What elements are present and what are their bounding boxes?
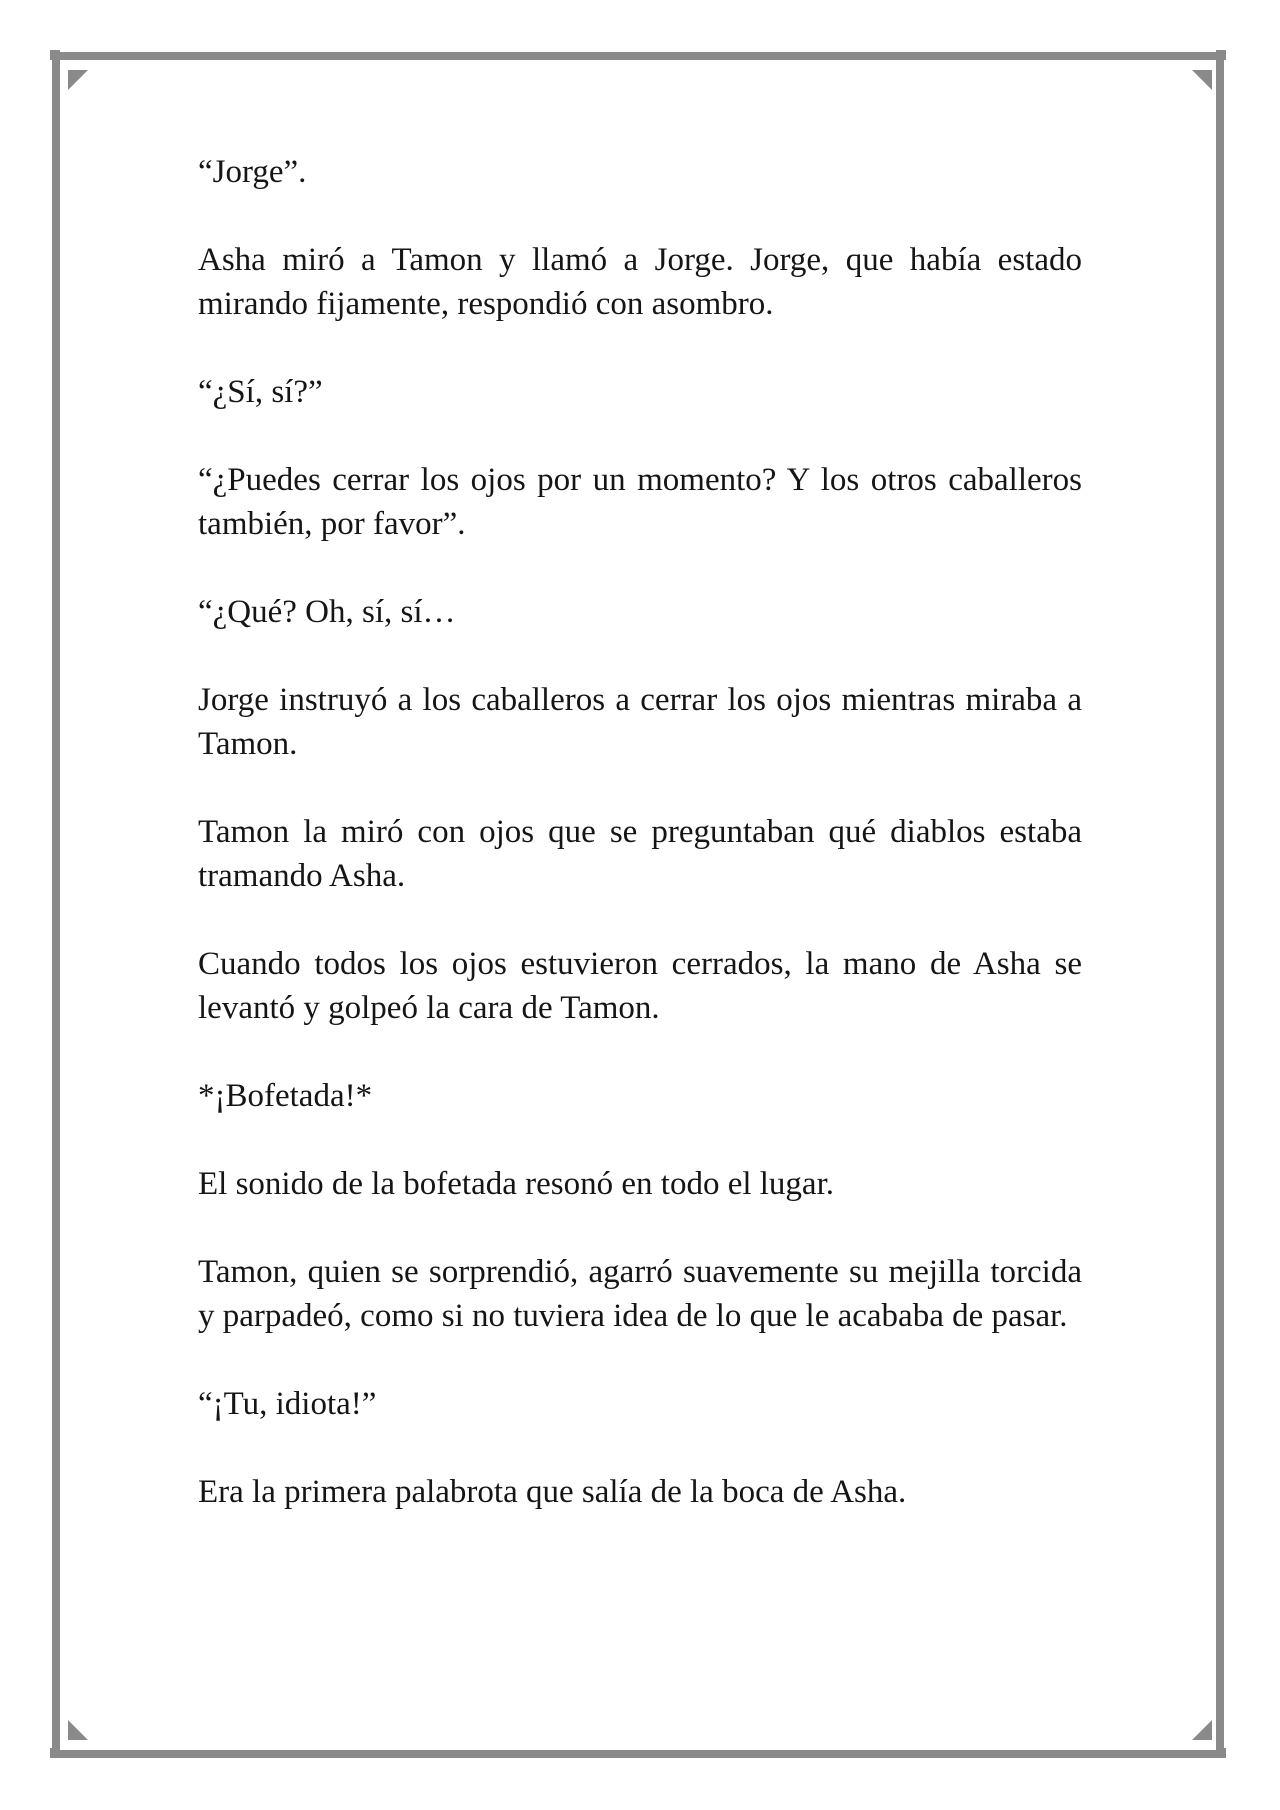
paragraph: Tamon, quien se sorprendió, agarró suavemente su mejilla torcida y parpadeó, como si no tuviera idea de lo que le acababa de pasar. [198, 1254, 1082, 1334]
frame-bottom-border [58, 1750, 1222, 1758]
paragraph: Cuando todos los ojos estuvieron cerrados, la mano de Asha se levantó y golpeó la cara de Tamon. [198, 946, 1082, 1026]
paragraph: Jorge instruyó a los caballeros a cerrar los ojos mientras miraba a Tamon. [198, 682, 1082, 762]
paragraph: Tamon la miró con ojos que se preguntaban qué diablos estaba tramando Asha. [198, 814, 1082, 894]
corner-square-top-left [50, 50, 60, 60]
paragraph: “¿Qué? Oh, sí, sí… [198, 594, 456, 630]
corner-ornament-bottom-left [68, 1720, 88, 1740]
corner-square-bottom-right [1216, 1748, 1226, 1758]
paragraph: “¡Tu, idiota!” [198, 1386, 377, 1422]
paragraph: *¡Bofetada!* [198, 1078, 373, 1114]
corner-square-bottom-left [50, 1748, 60, 1758]
corner-ornament-top-right [1192, 70, 1212, 90]
corner-ornament-bottom-right [1192, 1720, 1212, 1740]
paragraph: “¿Sí, sí?” [198, 374, 323, 410]
paragraph: “Jorge”. [198, 154, 307, 190]
corner-ornament-top-left [68, 70, 88, 90]
paragraph: Era la primera palabrota que salía de la boca de Asha. [198, 1474, 907, 1510]
page-body-text [198, 150, 1082, 1558]
frame-top-border [58, 52, 1222, 60]
paragraph: Asha miró a Tamon y llamó a Jorge. Jorge, que había estado mirando fijamente, respondió con asombro. [198, 242, 1082, 322]
frame-right-border [1216, 58, 1224, 1752]
frame-left-border [52, 58, 60, 1752]
paragraph: “¿Puedes cerrar los ojos por un momento? Y los otros caballeros también, por favor”. [198, 462, 1082, 542]
corner-square-top-right [1216, 50, 1226, 60]
paragraph: El sonido de la bofetada resonó en todo el lugar. [198, 1166, 834, 1202]
